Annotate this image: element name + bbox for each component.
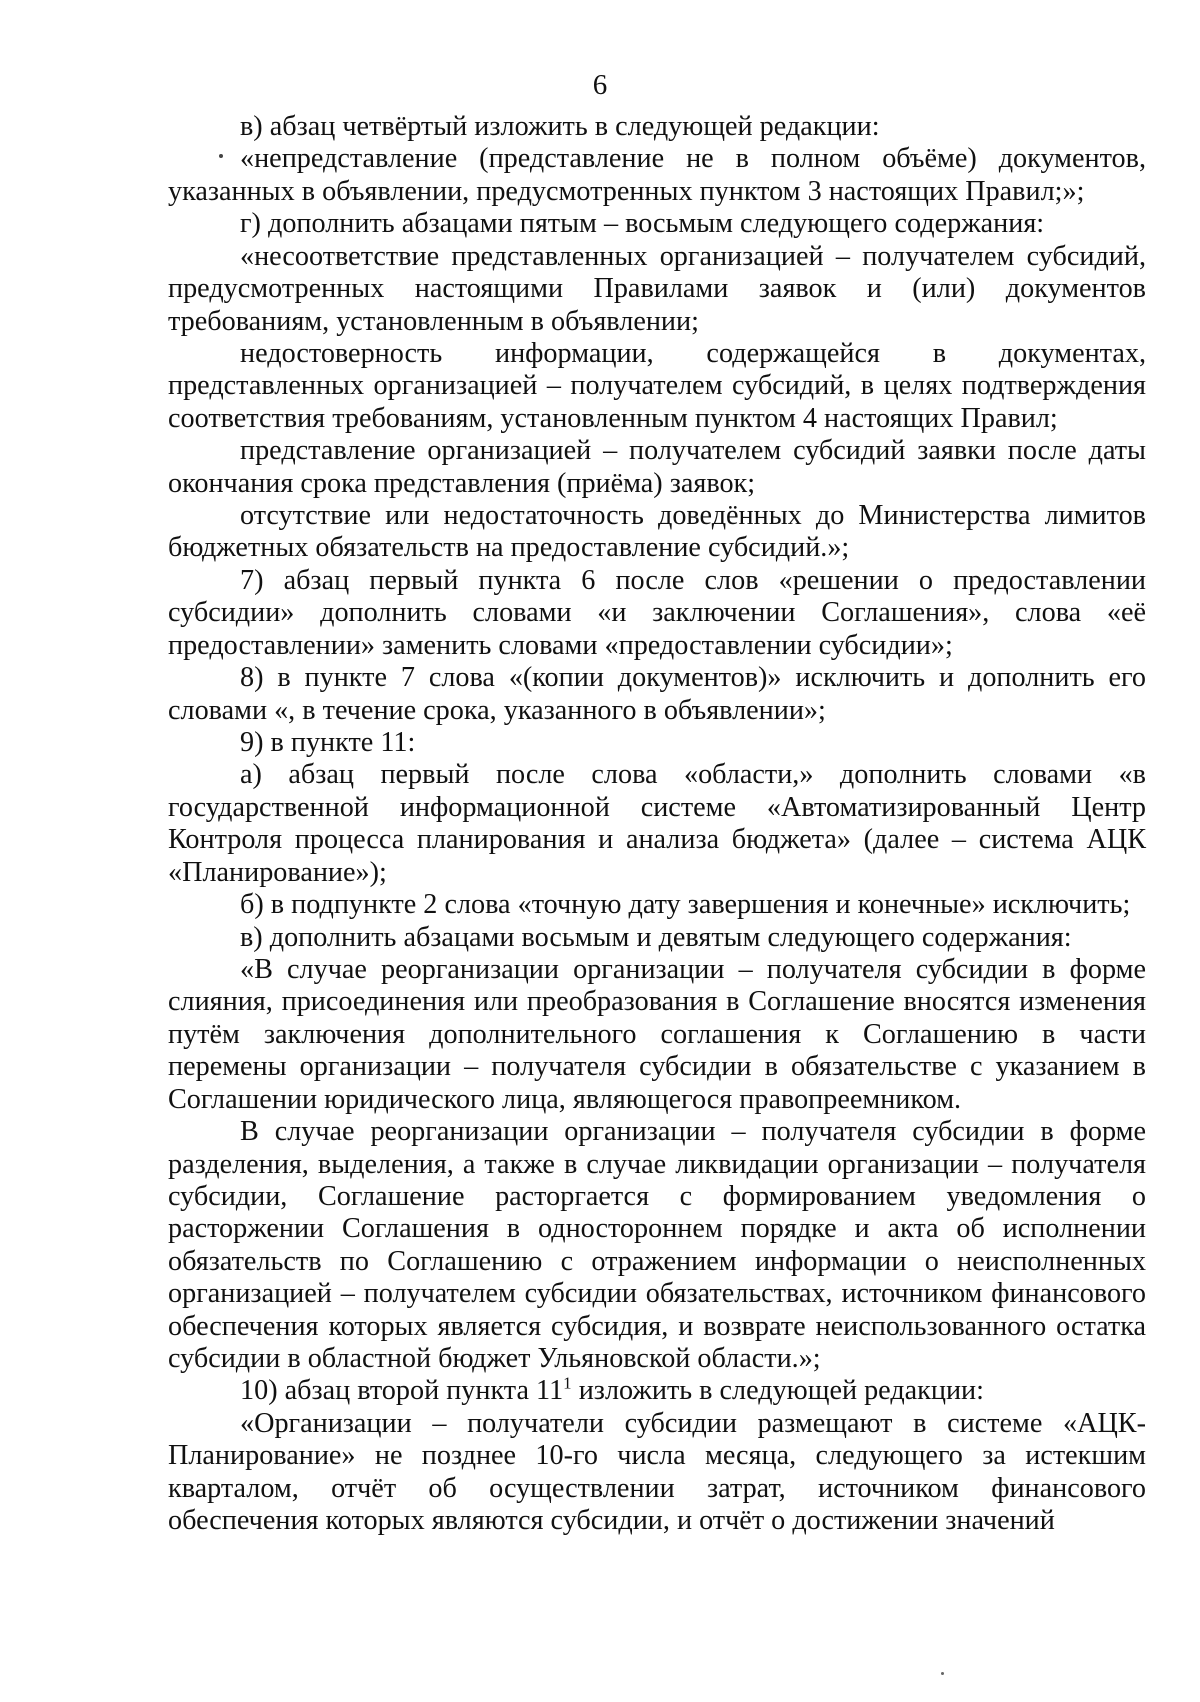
paragraph: г) дополнить абзацами пятым – восьмым следующего содержания:	[240, 208, 1045, 240]
paragraph-10	[168, 1375, 1146, 1407]
paragraph: В случае реорганизации организации – получателя субсидии в форме разделения, выделения, а также в случае ликвидации организации – получателя субсидии, Соглашение расторгается с формированием уведомления о расторжении Соглашения в одностороннем порядке и акта об исполнении обязательств по Соглашению с отражением информации о неисполненных организацией – получателем субсидии обязательствах, источником финансового обеспечения которых является субсидия, и возврате неиспользованного остатка субсидии в областной бюджет Ульяновской области.»;	[168, 1116, 1146, 1375]
paragraph: б) в подпункте 2 слова «точную дату завершения и конечные» исключить;	[240, 889, 1131, 921]
page-number: 6	[592, 69, 608, 101]
paragraph: 7) абзац первый пункта 6 после слов «решении о предоставлении субсидии» дополнить словами «и заключении Соглашения», слова «её предоставлении» заменить словами «предоставлении субсидии»;	[168, 564, 1146, 661]
paragraph: а) абзац первый после слова «области,» дополнить словами «в государственной информационной системе «Автоматизированный Центр Контроля процесса планирования и анализа бюджета» (далее – система АЦК «Планирование»);	[168, 759, 1146, 888]
paragraph: недостоверность информации, содержащейся в документах, представленных организацией – получателем субсидий, в целях подтверждения соответствия требованиям, установленным пунктом 4 настоящих Правил;	[168, 337, 1146, 434]
paragraph: «несоответствие представленных организацией – получателем субсидий, предусмотренных настоящими Правилами заявок и (или) документов требованиям, установленным в объявлении;	[168, 240, 1146, 337]
paragraph: в) абзац четвёртый изложить в следующей редакции:	[240, 111, 880, 142]
paragraph: 9) в пункте 11:	[240, 727, 416, 759]
paragraph: 8) в пункте 7 слова «(копии документов)» исключить и дополнить его словами «, в течение срока, указанного в объявлении»;	[168, 662, 1146, 726]
paragraph-last: «Организации – получатели субсидии размещают в системе «АЦК-Планирование» не позднее 10-го числа месяца, следующего за истекшим кварталом, отчёт об осуществлении затрат, источником финансового обеспечения которых являются субсидии, и отчёт о достижении значений	[168, 1407, 1146, 1537]
paragraph: в) дополнить абзацами восьмым и девятым следующего содержания:	[240, 921, 1072, 953]
paragraph: «В случае реорганизации организации – получателя субсидии в форме слияния, присоединения или преобразования в Соглашение вносятся изменения путём заключения дополнительного соглашения к Соглашению в части перемены организации – получателя субсидии в обязательстве с указанием в Соглашении юридического лица, являющегося правопреемником.	[168, 953, 1146, 1115]
paragraph: отсутствие или недостаточность доведённых до Министерства лимитов бюджетных обязательств на предоставление субсидий.»;	[168, 500, 1146, 564]
scan-speck	[941, 1672, 944, 1675]
paragraph: представление организацией – получателем субсидий заявки после даты окончания срока представления (приёма) заявок;	[168, 435, 1146, 499]
paragraph: «непредставление (представление не в полном объёме) документов, указанных в объявлении, предусмотренных пунктом 3 настоящих Правил;»;	[168, 143, 1146, 207]
paragraph-10-text: 10) абзац второй пункта 11	[240, 1375, 564, 1407]
document-body	[168, 111, 1146, 1538]
paragraph-10-text-rest: изложить в следующей редакции:	[571, 1375, 984, 1407]
superscript: 1	[563, 1374, 572, 1394]
